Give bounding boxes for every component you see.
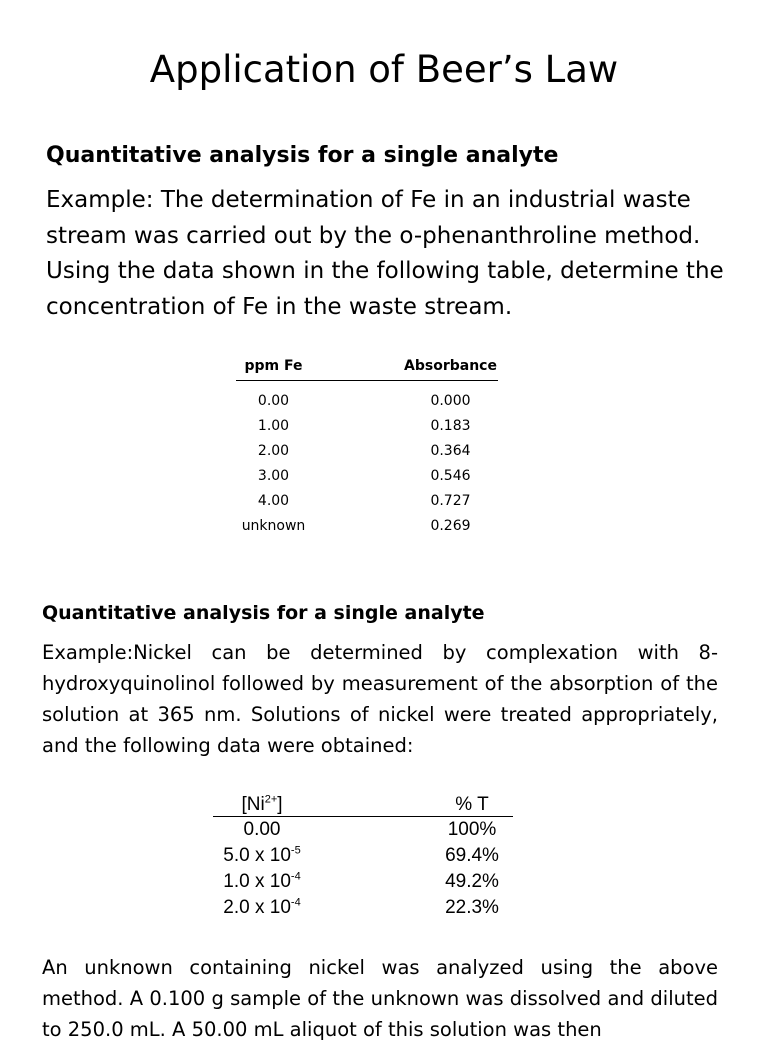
table-cell: 22.3%	[445, 897, 499, 918]
column-header: Absorbance	[403, 358, 498, 381]
table-cell: 4.00	[257, 492, 290, 509]
table-cell: 1.00	[257, 417, 290, 434]
section-heading: Quantitative analysis for a single analyte	[42, 602, 485, 624]
table-row	[213, 869, 513, 895]
table-header-row	[236, 358, 498, 381]
table-cell: 1.0 x $10^{-4}$	[223, 870, 301, 892]
table-row	[236, 438, 498, 463]
table-row	[236, 488, 498, 513]
table-row	[236, 381, 498, 414]
table-cell: 0.00	[257, 392, 290, 409]
table-row	[236, 463, 498, 488]
nickel-transmittance-table	[213, 794, 513, 921]
table-cell: 5.0 x $10^{-5}$	[223, 844, 301, 866]
column-header: % T	[431, 794, 513, 817]
table-cell: 0.727	[430, 492, 471, 509]
table-cell: 2.00	[257, 442, 290, 459]
table-cell: 69.4%	[445, 845, 499, 866]
table-cell: 2.0 x $10^{-4}$	[223, 896, 301, 918]
table-row	[213, 895, 513, 921]
table-row	[213, 817, 513, 844]
table-cell: 0.269	[430, 517, 471, 534]
table-cell: 0.546	[430, 467, 471, 484]
table-cell: 0.364	[430, 442, 471, 459]
column-header: $[Ni^{2+}]$	[213, 794, 311, 817]
table-cell: 3.00	[257, 467, 290, 484]
table-cell: unknown	[241, 517, 306, 534]
fe-absorbance-table	[236, 358, 498, 538]
column-header: ppm Fe	[236, 358, 311, 381]
unknown-sample-text: An unknown containing nickel was analyzed using the above method. A 0.100 g sample of the unknown was dissolved and diluted to 250.0 mL. A 50.00 mL aliquot of this solution was then	[42, 956, 718, 1041]
table-cell: 0.000	[430, 392, 471, 409]
table-cell: 0.183	[430, 417, 471, 434]
table-cell: 49.2%	[445, 871, 499, 892]
table-row	[236, 513, 498, 538]
table-header-row	[213, 794, 513, 817]
table-cell: 100%	[447, 819, 497, 840]
example-text: Example: The determination of Fe in an industrial waste stream was carried out by the o-phenanthroline method. Using the data shown in the following table, determine the concentration of Fe in the waste stream.	[46, 187, 724, 320]
section-heading: Quantitative analysis for a single analyte	[46, 143, 559, 168]
page-title: Application of Beer’s Law	[149, 48, 619, 91]
table-row	[236, 413, 498, 438]
example-text: Example:Nickel can be determined by complexation with 8-hydroxyquinolinol followed by measurement of the absorption of the solution at 365 nm. Solutions of nickel were treated appropriately, and the following data were obtained:	[42, 641, 718, 757]
table-row	[213, 843, 513, 869]
table-cell: 0.00	[243, 819, 281, 840]
